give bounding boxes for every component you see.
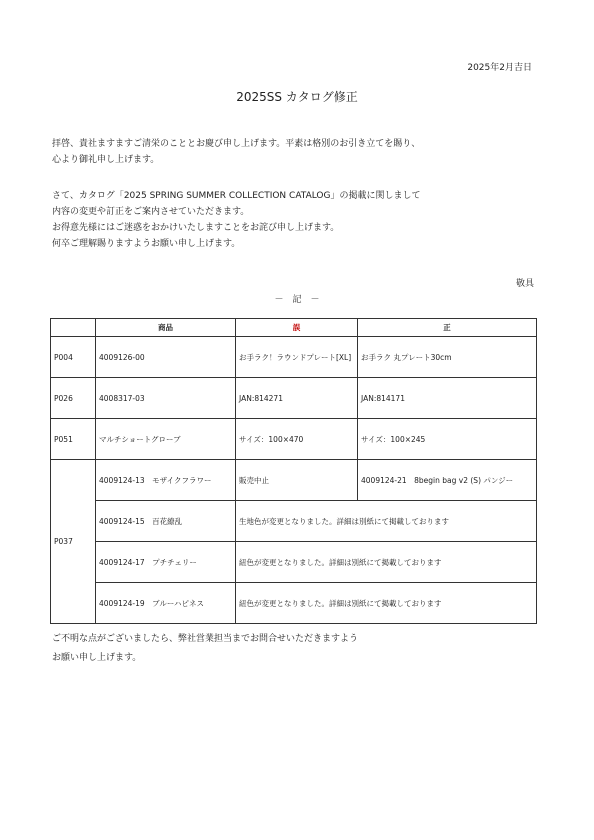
closing-paragraph (52, 630, 358, 668)
cell-wrong: サイズ：100×470 (236, 419, 358, 460)
cell-note: 紐色が変更となりました。詳細は別紙にて掲載しております (236, 542, 537, 583)
header-code (51, 319, 96, 337)
body-line: お得意先様にはご迷惑をおかけいたしますことをお詫び申し上げます。 (52, 223, 340, 233)
cell-code: P051 (51, 419, 96, 460)
cell-product: 4009124-15 百花繚乱 (96, 501, 236, 542)
cell-note: 生地色が変更となりました。詳細は別紙にて掲載しております (236, 501, 537, 542)
cell-wrong: お手ラク！ラウンドプレート[XL] (236, 337, 358, 378)
cell-product: 4008317-03 (96, 378, 236, 419)
body-line: 何卒ご理解賜りますようお願い申し上げます。 (52, 239, 241, 249)
cell-product: マルチショートグローブ (96, 419, 236, 460)
table-row (51, 501, 537, 542)
table-row (51, 378, 537, 419)
body-line: さて、カタログ「2025 SPRING SUMMER COLLECTION CATALOG」の掲載に関しまして (52, 191, 421, 201)
cell-code: P026 (51, 378, 96, 419)
closing-salutation: 敬具 (515, 279, 534, 289)
cell-product: 4009124-13 モザイクフラワー (96, 460, 236, 501)
cell-correct: サイズ：100×245 (358, 419, 537, 460)
corrections-table (50, 318, 537, 624)
cell-correct: JAN:814171 (358, 378, 537, 419)
cell-product: 4009124-19 ブルーハピネス (96, 583, 236, 624)
table-row (51, 337, 537, 378)
cell-code: P004 (51, 337, 96, 378)
table-row (51, 542, 537, 583)
table-row (51, 460, 537, 501)
notes-heading: － 記 － (274, 295, 320, 305)
greeting-paragraph (52, 136, 420, 168)
greeting-line: 拝啓、貴社ますますご清栄のこととお慶び申し上げます。平素は格別のお引き立てを賜り、 (52, 139, 421, 149)
table-row (51, 583, 537, 624)
document-title: 2025SS カタログ修正 (236, 90, 358, 104)
closing-line: ご不明な点がございましたら、弊社営業担当までお問合せいただきますよう (52, 634, 359, 644)
body-line: 内容の変更や訂正をご案内させていただきます。 (52, 207, 250, 217)
greeting-line: 心より御礼申し上げます。 (52, 155, 160, 165)
table-header-row (51, 319, 537, 337)
cell-note: 紐色が変更となりました。詳細は別紙にて掲載しております (236, 583, 537, 624)
cell-product: 4009124-17 プチチェリー (96, 542, 236, 583)
cell-code: P037 (51, 460, 96, 624)
cell-product: 4009126-00 (96, 337, 236, 378)
body-paragraph (52, 188, 420, 252)
cell-wrong: 販売中止 (236, 460, 358, 501)
table-row (51, 419, 537, 460)
closing-line: お願い申し上げます。 (52, 653, 142, 663)
cell-correct: 4009124-21 8begin bag v2 (S) パンジー (358, 460, 537, 501)
document-date: 2025年2月吉日 (467, 63, 532, 73)
cell-wrong: JAN:814271 (236, 378, 358, 419)
header-correct: 正 (358, 319, 537, 337)
cell-correct: お手ラク 丸プレート30cm (358, 337, 537, 378)
header-wrong: 誤 (236, 319, 358, 337)
header-product: 商品 (96, 319, 236, 337)
